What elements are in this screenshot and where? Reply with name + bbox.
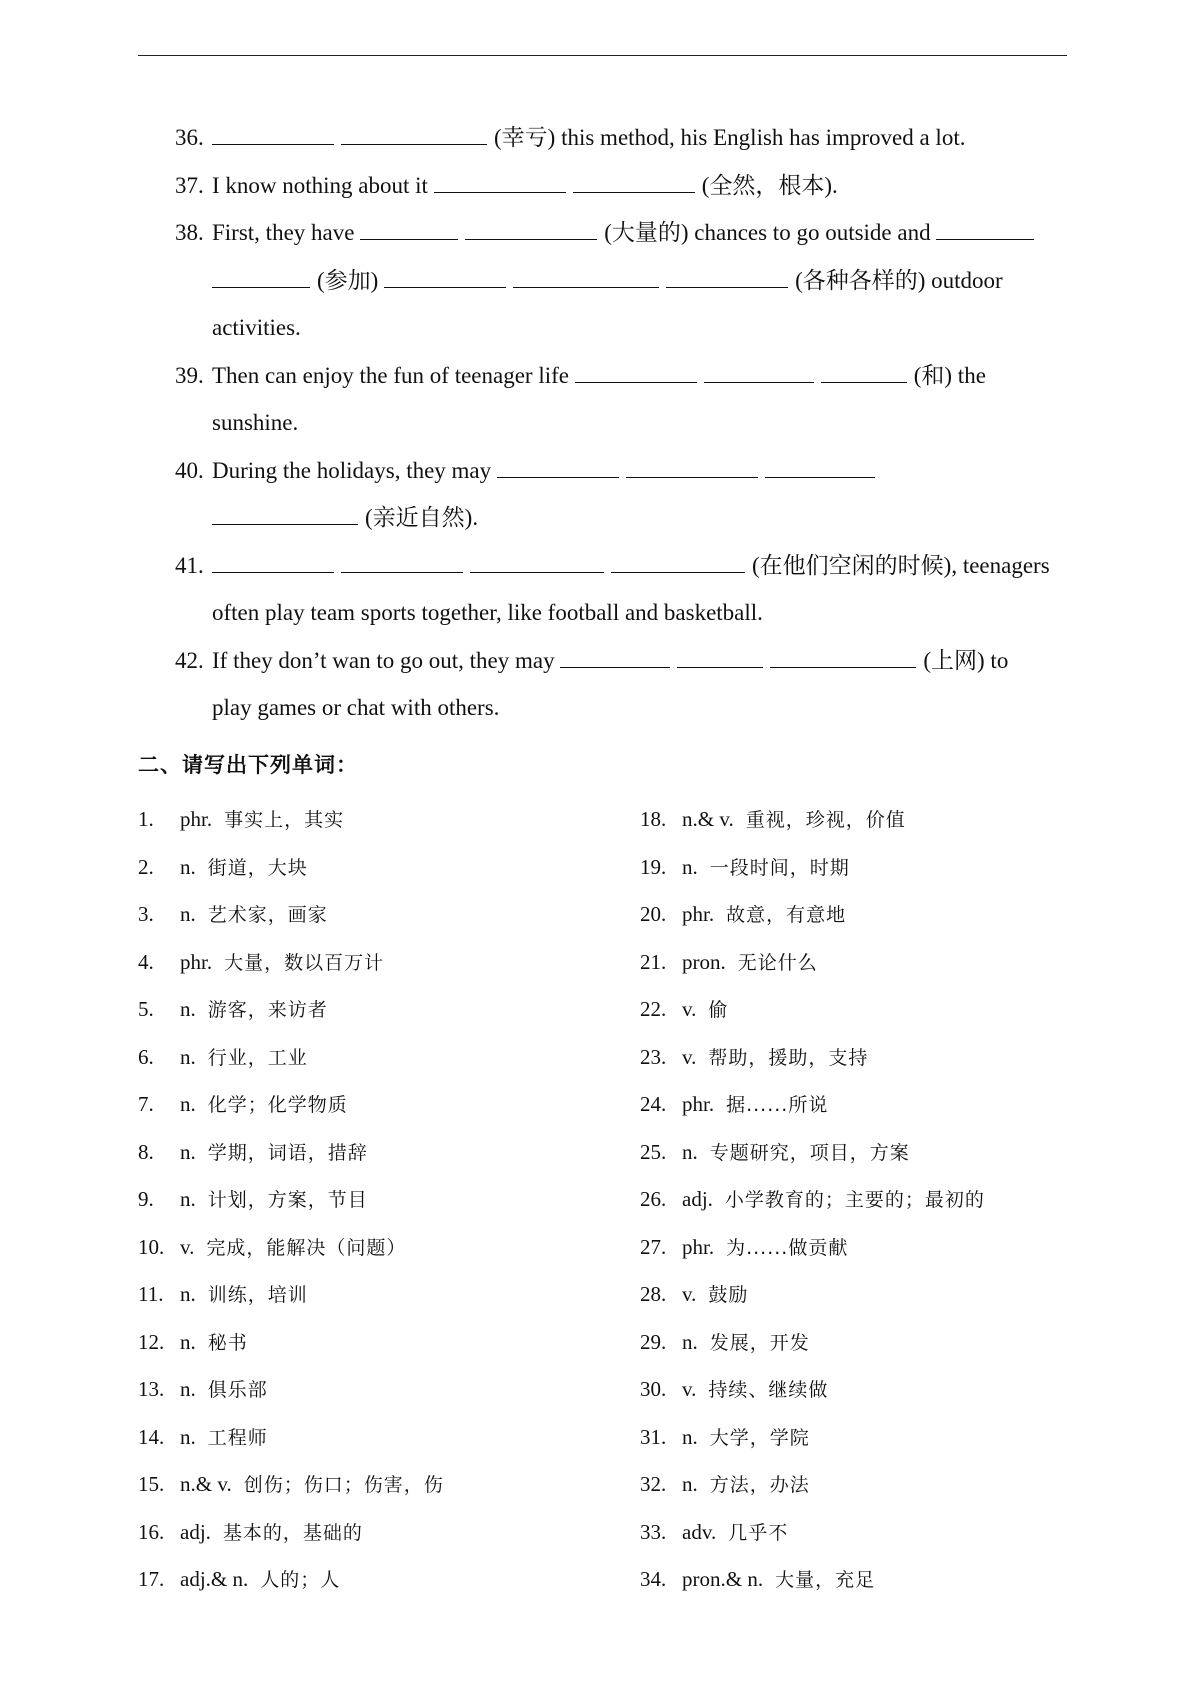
- vocab-definition: 工程师: [207, 1426, 268, 1449]
- question-text: (大量的) chances to go outside and: [604, 220, 937, 245]
- vocab-definition: 为......做贡献: [726, 1236, 849, 1259]
- vocab-part-of-speech: adj.: [682, 1187, 713, 1211]
- question-text: (在他们空闲的时候), teenagers: [752, 552, 1050, 578]
- vocab-item: [640, 1566, 875, 1593]
- vocab-definition: 无论什么: [737, 951, 818, 974]
- vocab-definition: 发展，开发: [709, 1331, 810, 1354]
- vocab-item: [138, 1186, 368, 1213]
- vocab-part-of-speech: n.: [180, 1044, 196, 1069]
- vocab-definition: 大学，学院: [709, 1426, 810, 1449]
- question-text: often play team sports together, like football and basketball.: [212, 600, 763, 625]
- question-text: (亲近自然).: [365, 505, 479, 530]
- vocab-definition: 街道，大块: [207, 856, 308, 879]
- vocab-part-of-speech: n.: [682, 854, 698, 879]
- vocab-definition: 游客，来访者: [207, 999, 328, 1021]
- question-text: (和) the: [913, 362, 986, 388]
- vocab-number: 12.: [138, 1329, 165, 1354]
- vocab-definition: 大量，充足: [775, 1569, 876, 1591]
- answer-blank[interactable]: [575, 364, 697, 383]
- vocab-item: [640, 854, 850, 881]
- vocab-definition: 一段时间，时期: [709, 856, 850, 879]
- vocab-part-of-speech: v.: [682, 1282, 697, 1306]
- vocab-part-of-speech: n.& v.: [682, 807, 734, 831]
- vocab-number: 3.: [138, 902, 154, 926]
- vocab-part-of-speech: n.: [682, 1472, 698, 1496]
- vocab-part-of-speech: v.: [682, 1377, 697, 1401]
- question-text: (上网) to: [923, 647, 1009, 673]
- question-text: activities.: [212, 315, 301, 340]
- vocab-number: 16.: [138, 1519, 165, 1544]
- vocab-number: 20.: [640, 902, 667, 926]
- question-number: 37.: [175, 172, 204, 198]
- vocab-item: [640, 1471, 810, 1498]
- vocab-part-of-speech: n.: [682, 1329, 698, 1354]
- vocab-item: [138, 1091, 348, 1118]
- vocab-item: [138, 1234, 406, 1261]
- vocab-item: [138, 1281, 308, 1308]
- question-continuation: [212, 599, 763, 627]
- vocab-number: 21.: [640, 949, 667, 974]
- vocab-item: [640, 901, 846, 928]
- vocab-number: 19.: [640, 854, 667, 879]
- vocab-part-of-speech: n.& v.: [180, 1472, 232, 1496]
- question-number: 36.: [175, 125, 204, 150]
- vocab-part-of-speech: n.: [180, 1139, 196, 1164]
- vocab-number: 10.: [138, 1234, 165, 1259]
- vocab-part-of-speech: phr.: [682, 902, 715, 926]
- vocab-part-of-speech: n.: [180, 1377, 196, 1401]
- answer-blank[interactable]: [212, 269, 310, 288]
- vocab-part-of-speech: v.: [682, 1044, 697, 1069]
- vocab-item: [640, 996, 728, 1023]
- vocab-definition: 创伤；伤口；伤害，伤: [243, 1474, 444, 1496]
- question-line: [175, 219, 1041, 247]
- vocab-part-of-speech: adj.: [180, 1519, 211, 1544]
- vocab-definition: 据......所说: [726, 1094, 829, 1116]
- answer-blank[interactable]: [497, 459, 619, 478]
- answer-blank[interactable]: [434, 174, 566, 193]
- vocab-part-of-speech: n.: [180, 1092, 196, 1116]
- vocab-item: [138, 1329, 248, 1356]
- answer-blank[interactable]: [626, 459, 758, 478]
- vocab-part-of-speech: n.: [180, 1282, 196, 1306]
- answer-blank[interactable]: [212, 126, 334, 145]
- vocab-number: 30.: [640, 1377, 667, 1401]
- question-text: During the holidays, they may: [212, 457, 497, 483]
- question-line: [175, 647, 1008, 675]
- question-text: If they don’t wan to go out, they may: [212, 647, 561, 673]
- vocab-item: [138, 1376, 268, 1403]
- question-text: First, they have: [212, 220, 361, 245]
- vocab-part-of-speech: n.: [180, 902, 196, 926]
- question-number: 42.: [175, 647, 204, 673]
- vocab-part-of-speech: n.: [180, 1329, 196, 1354]
- question-text: (各种各样的) outdoor: [795, 267, 1003, 293]
- question-continuation: [212, 409, 298, 437]
- question-text: (全然，根本).: [701, 172, 838, 198]
- answer-blank[interactable]: [513, 269, 659, 288]
- answer-blank[interactable]: [573, 174, 695, 193]
- vocab-item: [138, 949, 384, 976]
- vocab-definition: 完成，能解决（问题）: [206, 1236, 407, 1259]
- vocab-number: 14.: [138, 1424, 165, 1449]
- vocab-number: 6.: [138, 1044, 154, 1069]
- vocab-definition: 人的；人: [260, 1569, 341, 1591]
- vocab-number: 27.: [640, 1234, 667, 1259]
- vocab-number: 24.: [640, 1092, 667, 1116]
- vocab-part-of-speech: n.: [180, 854, 196, 879]
- vocab-definition: 重视，珍视，价值: [745, 809, 906, 831]
- vocab-definition: 秘书: [207, 1331, 248, 1354]
- vocab-part-of-speech: pron.& n.: [682, 1567, 764, 1591]
- question-text: sunshine.: [212, 410, 299, 435]
- vocab-item: [640, 1281, 748, 1308]
- vocab-definition: 行业，工业: [207, 1046, 308, 1069]
- question-number: 40.: [175, 457, 204, 483]
- answer-blank[interactable]: [821, 364, 907, 383]
- answer-blank[interactable]: [341, 126, 487, 145]
- vocab-number: 34.: [640, 1567, 667, 1591]
- vocab-item: [138, 1566, 340, 1593]
- vocab-number: 33.: [640, 1519, 667, 1544]
- vocab-part-of-speech: n.: [180, 1424, 196, 1449]
- vocab-definition: 化学；化学物质: [207, 1094, 348, 1116]
- header-rule: [138, 55, 1067, 56]
- answer-blank[interactable]: [704, 364, 814, 383]
- vocab-item: [138, 1044, 308, 1071]
- vocab-definition: 大量，数以百万计: [224, 951, 385, 974]
- vocab-part-of-speech: phr.: [180, 949, 213, 974]
- vocab-part-of-speech: phr.: [682, 1234, 715, 1259]
- vocab-item: [138, 996, 328, 1023]
- vocab-part-of-speech: adv.: [682, 1519, 717, 1544]
- question-continuation: [212, 504, 478, 532]
- question-text: (参加): [317, 267, 385, 293]
- answer-blank[interactable]: [936, 221, 1034, 240]
- vocab-number: 25.: [640, 1139, 667, 1164]
- vocab-part-of-speech: v.: [180, 1234, 195, 1259]
- vocab-definition: 故意，有意地: [726, 904, 847, 926]
- question-line: [175, 362, 986, 390]
- answer-blank[interactable]: [341, 554, 463, 573]
- vocab-number: 1.: [138, 807, 154, 831]
- vocab-number: 5.: [138, 997, 154, 1021]
- vocab-part-of-speech: n.: [682, 1424, 698, 1449]
- question-text: play games or chat with others.: [212, 695, 500, 720]
- vocab-definition: 训练，培训: [207, 1284, 308, 1306]
- answer-blank[interactable]: [212, 554, 334, 573]
- question-continuation: [212, 267, 1003, 295]
- vocab-definition: 方法，办法: [709, 1474, 810, 1496]
- vocab-number: 32.: [640, 1472, 667, 1496]
- vocab-part-of-speech: pron.: [682, 949, 726, 974]
- vocab-definition: 帮助，援助，支持: [708, 1046, 869, 1069]
- question-line: [175, 172, 838, 200]
- vocab-item: [138, 1424, 268, 1451]
- vocab-item: [640, 1519, 788, 1546]
- vocab-part-of-speech: adj.& n.: [180, 1567, 249, 1591]
- vocab-number: 4.: [138, 949, 154, 974]
- vocab-part-of-speech: n.: [180, 997, 196, 1021]
- vocab-item: [138, 806, 344, 833]
- answer-blank[interactable]: [212, 506, 358, 525]
- answer-blank[interactable]: [384, 269, 506, 288]
- vocab-number: 22.: [640, 997, 667, 1021]
- vocab-item: [138, 901, 328, 928]
- vocab-item: [640, 1139, 910, 1166]
- question-number: 41.: [175, 552, 204, 578]
- vocab-number: 23.: [640, 1044, 667, 1069]
- vocab-definition: 偷: [708, 999, 729, 1021]
- vocab-item: [640, 1091, 828, 1118]
- vocab-item: [640, 1044, 868, 1071]
- vocab-number: 17.: [138, 1567, 165, 1591]
- answer-blank[interactable]: [770, 649, 916, 668]
- vocab-item: [640, 806, 906, 833]
- vocab-number: 11.: [138, 1282, 164, 1306]
- vocab-number: 9.: [138, 1187, 154, 1211]
- vocab-item: [640, 1376, 828, 1403]
- question-continuation: [212, 314, 301, 342]
- section-title: 二、请写出下列单词：: [138, 753, 358, 777]
- vocab-definition: 艺术家，画家: [207, 904, 328, 926]
- vocab-part-of-speech: n.: [180, 1187, 196, 1211]
- answer-blank[interactable]: [677, 649, 763, 668]
- vocab-definition: 鼓励: [708, 1284, 749, 1306]
- question-line: [175, 552, 1050, 580]
- vocab-definition: 持续、继续做: [708, 1379, 829, 1401]
- vocab-number: 31.: [640, 1424, 667, 1449]
- answer-blank[interactable]: [611, 554, 745, 573]
- question-line: [175, 124, 965, 152]
- vocab-definition: 基本的，基础的: [222, 1521, 363, 1544]
- vocab-number: 26.: [640, 1187, 667, 1211]
- vocab-item: [138, 1139, 368, 1166]
- vocab-definition: 学期，词语，措辞: [207, 1141, 368, 1164]
- vocab-number: 28.: [640, 1282, 667, 1306]
- vocab-definition: 小学教育的；主要的；最初的: [724, 1189, 985, 1211]
- vocab-number: 13.: [138, 1377, 165, 1401]
- vocab-part-of-speech: n.: [682, 1139, 698, 1164]
- vocab-definition: 几乎不: [728, 1521, 789, 1544]
- answer-blank[interactable]: [465, 221, 597, 240]
- question-line: [175, 457, 882, 485]
- vocab-definition: 计划，方案，节目: [207, 1189, 368, 1211]
- question-text: I know nothing about it: [212, 172, 434, 198]
- vocab-number: 2.: [138, 854, 154, 879]
- vocab-item: [640, 1186, 985, 1213]
- vocab-item: [640, 949, 818, 976]
- vocab-item: [640, 1424, 810, 1451]
- vocab-item: [138, 1471, 444, 1498]
- vocab-part-of-speech: v.: [682, 997, 697, 1021]
- vocab-number: 7.: [138, 1092, 154, 1116]
- vocab-number: 8.: [138, 1139, 154, 1164]
- question-text: Then can enjoy the fun of teenager life: [212, 362, 575, 388]
- answer-blank[interactable]: [360, 221, 458, 240]
- vocab-item: [138, 854, 308, 881]
- answer-blank[interactable]: [765, 459, 875, 478]
- vocab-part-of-speech: phr.: [682, 1092, 715, 1116]
- vocab-item: [138, 1519, 363, 1546]
- vocab-number: 18.: [640, 807, 667, 831]
- vocab-definition: 俱乐部: [207, 1379, 268, 1401]
- vocab-definition: 专题研究，项目，方案: [709, 1141, 910, 1164]
- vocab-item: [640, 1234, 848, 1261]
- question-number: 39.: [175, 362, 204, 388]
- vocab-definition: 事实上，其实: [224, 809, 345, 831]
- vocab-part-of-speech: phr.: [180, 807, 213, 831]
- question-continuation: [212, 694, 499, 722]
- question-number: 38.: [175, 220, 204, 245]
- vocab-number: 29.: [640, 1329, 667, 1354]
- vocab-number: 15.: [138, 1472, 165, 1496]
- answer-blank[interactable]: [666, 269, 788, 288]
- question-text: (幸亏) this method, his English has improved a lot.: [494, 125, 966, 150]
- answer-blank[interactable]: [560, 649, 670, 668]
- answer-blank[interactable]: [470, 554, 604, 573]
- vocab-item: [640, 1329, 810, 1356]
